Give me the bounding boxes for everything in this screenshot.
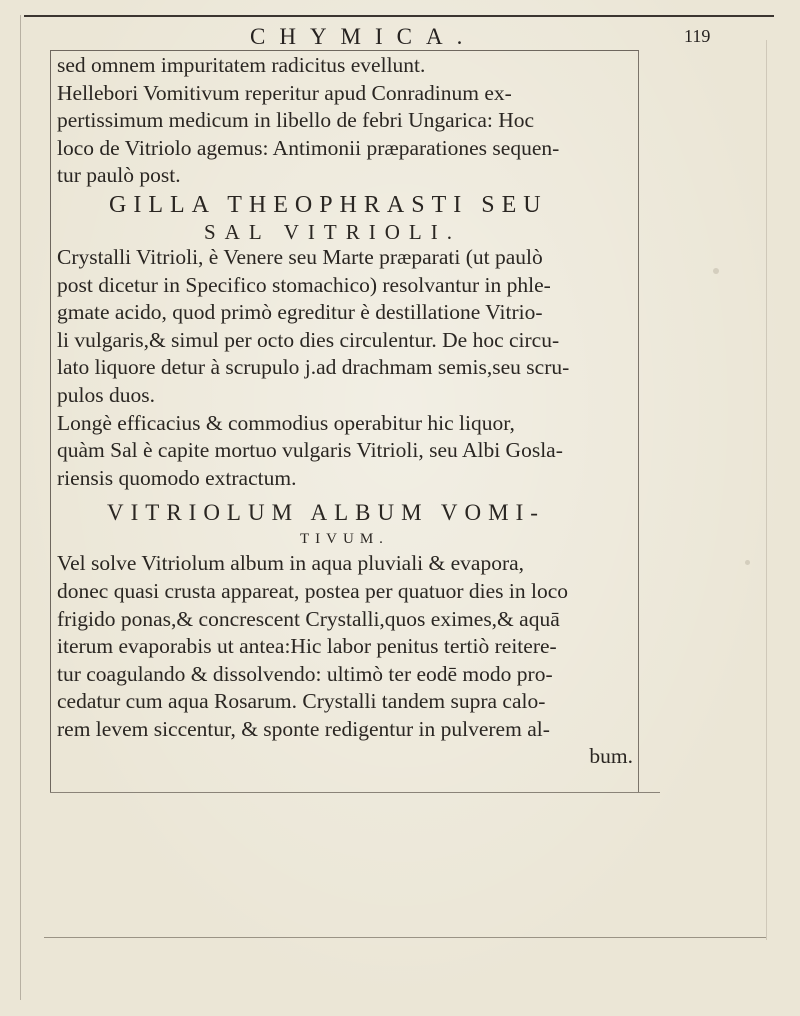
text-line: cedatur cum aqua Rosarum. Crystalli tandem supra calo- — [57, 689, 546, 714]
text-line: donec quasi crusta appareat, postea per quatuor dies in loco — [57, 578, 569, 603]
text-line: pertissimum medicum in libello de febri Ungarica: Hoc — [57, 108, 535, 133]
lower-page-rule — [44, 937, 766, 938]
text-line: tur paulò post. — [57, 163, 181, 188]
text-line: lato liquore detur à scrupulo j.ad drachmam semis,seu scru- — [57, 355, 570, 380]
running-head: CHYMICA. — [250, 24, 477, 49]
page-number: 119 — [684, 26, 711, 46]
text-line: Crystalli Vitrioli, è Venere seu Marte præparati (ut paulò — [57, 244, 543, 269]
text-line: pulos duos. — [57, 382, 155, 407]
text-line: li vulgaris,& simul per octo dies circulentur. De hoc circu- — [57, 327, 560, 352]
text-line: loco de Vitriolo agemus: Antimonii præparationes sequen- — [57, 135, 560, 160]
text-line: rem levem siccentur, & sponte redigentur in pulverem al- — [57, 716, 550, 741]
left-edge-rule — [20, 15, 21, 1000]
text-line: Longè efficacius & commodius operabitur hic liquor, — [57, 410, 515, 435]
top-rule — [24, 15, 774, 17]
main-text — [57, 52, 637, 771]
text-line: frigido ponas,& concrescent Crystalli,quos eximes,& aquā — [57, 606, 560, 631]
catchword: bum. — [589, 744, 633, 769]
text-line: Hellebori Vomitivum reperitur apud Conradinum ex- — [57, 80, 512, 105]
section-subheading: SAL VITRIOLI. — [204, 219, 461, 244]
paper-spot — [713, 268, 719, 274]
bottom-rule — [50, 792, 660, 793]
text-line: riensis quomodo extractum. — [57, 465, 297, 490]
paper-spot — [745, 560, 750, 565]
text-line: iterum evaporabis ut antea:Hic labor penitus tertiò reitere- — [57, 634, 557, 659]
text-line: gmate acido, quod primò egreditur è destillatione Vitrio- — [57, 300, 543, 325]
section-subheading: TIVUM. — [300, 531, 389, 548]
right-edge-rule — [766, 40, 767, 940]
text-line: sed omnem impuritatem radicitus evellunt. — [57, 53, 426, 77]
section-heading: VITRIOLUM ALBUM VOMI- — [107, 500, 545, 526]
text-line: tur coagulando & dissolvendo: ultimò ter eodē modo pro- — [57, 661, 553, 686]
text-line: Vel solve Vitriolum album in aqua pluviali & evapora, — [57, 551, 525, 576]
section-heading: GILLA THEOPHRASTI SEU — [109, 191, 548, 218]
text-line: quàm Sal è capite mortuo vulgaris Vitrioli, seu Albi Gosla- — [57, 438, 563, 463]
text-line: post dicetur in Specifico stomachico) resolvantur in phle- — [57, 272, 551, 297]
